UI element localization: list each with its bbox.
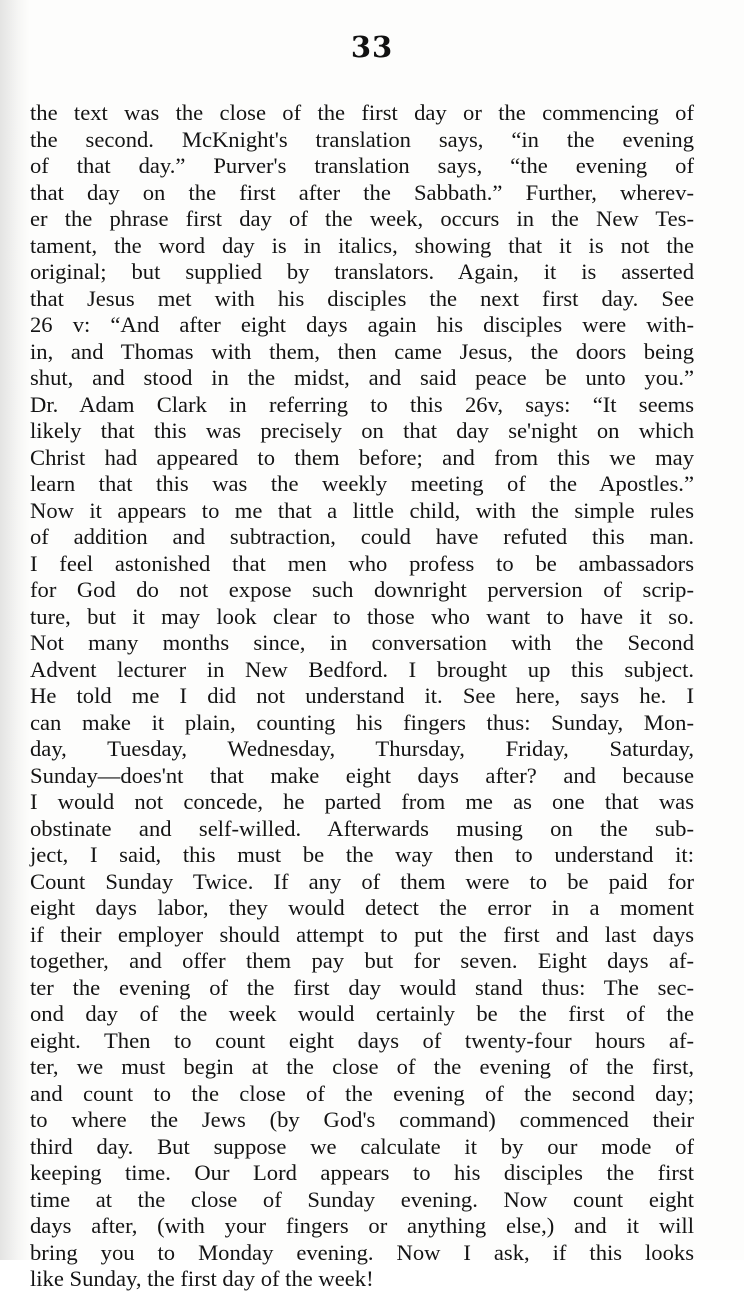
text-line: likely that this was precisely on that day se'night on which <box>30 418 694 443</box>
text-line: learn that this was the weekly meeting of the Apostles.” <box>30 471 694 496</box>
text-line: ter the evening of the first day would stand thus: The sec- <box>30 974 694 1000</box>
text-line: can make it plain, counting his fingers thus: Sunday, Mon- <box>30 709 694 735</box>
text-line: Sunday—does'nt that make eight days after? and because <box>30 762 694 788</box>
text-line: Dr. Adam Clark in referring to this 26v, says: “It seems <box>30 391 694 417</box>
page-edge-shadow <box>0 0 30 1260</box>
text-line: eight days labor, they would detect the error in a moment <box>30 895 694 920</box>
text-line: and count to the close of the evening of the second day; <box>30 1080 694 1106</box>
text-line: tament, the word day is in italics, showing that it is not the <box>30 232 694 258</box>
text-line: 26 v: “And after eight days again his disciples were with- <box>30 312 694 337</box>
text-line: of addition and subtraction, could have refuted this man. <box>30 524 694 549</box>
text-line: He told me I did not understand it. See here, says he. I <box>30 683 694 708</box>
text-line: keeping time. Our Lord appears to his disciples the first <box>30 1160 694 1185</box>
text-line: day, Tuesday, Wednesday, Thursday, Friday, Saturday, <box>30 736 694 761</box>
text-line: original; but supplied by translators. Again, it is asserted <box>30 259 694 284</box>
text-line: Advent lecturer in New Bedford. I brought up this subject. <box>30 656 694 682</box>
text-line: er the phrase first day of the week, occurs in the New Tes- <box>30 206 694 231</box>
text-line: obstinate and self-willed. Afterwards musing on the sub- <box>30 815 694 841</box>
text-line: ture, but it may look clear to those who want to have it so. <box>30 603 694 629</box>
page-number: 33 <box>350 30 394 64</box>
text-line: days after, (with your fingers or anything else,) and it will <box>30 1213 694 1238</box>
text-line: Count Sunday Twice. If any of them were to be paid for <box>30 868 694 894</box>
text-line-last: like Sunday, the first day of the week! <box>30 1266 374 1291</box>
text-line: third day. But suppose we calculate it by our mode of <box>30 1133 694 1159</box>
text-line: Not many months since, in conversation with the Second <box>30 630 694 655</box>
text-line: together, and offer them pay but for seven. Eight days af- <box>30 948 694 973</box>
text-line: eight. Then to count eight days of twenty-four hours af- <box>30 1027 694 1053</box>
text-line: ject, I said, this must be the way then to understand it: <box>30 842 694 867</box>
text-line: of that day.” Purver's translation says, “the evening of <box>30 153 694 178</box>
text-line: the text was the close of the first day or the commencing of <box>30 100 694 125</box>
text-line: Now it appears to me that a little child, with the simple rules <box>30 497 694 523</box>
text-line: to where the Jews (by God's command) commenced their <box>30 1107 694 1132</box>
text-line: that Jesus met with his disciples the next first day. See <box>30 285 694 311</box>
text-line: ter, we must begin at the close of the evening of the first, <box>30 1054 694 1079</box>
text-line: that day on the first after the Sabbath.” Further, wherev- <box>30 179 694 205</box>
text-line: for God do not expose such downright perversion of scrip- <box>30 577 694 602</box>
text-line: bring you to Monday evening. Now I ask, if this looks <box>30 1239 694 1265</box>
text-line: I feel astonished that men who profess to be ambassadors <box>30 550 694 576</box>
text-line: ond day of the week would certainly be the first of the <box>30 1001 694 1026</box>
text-line: shut, and stood in the midst, and said peace be unto you.” <box>30 365 694 390</box>
text-line: I would not concede, he parted from me as one that was <box>30 789 694 814</box>
text-line: if their employer should attempt to put the first and last days <box>30 921 694 947</box>
text-line: in, and Thomas with them, then came Jesus, the doors being <box>30 338 694 364</box>
text-line: Christ had appeared to them before; and from this we may <box>30 444 694 470</box>
text-line: the second. McKnight's translation says, “in the evening <box>30 126 694 152</box>
text-line: time at the close of Sunday evening. Now count eight <box>30 1186 694 1212</box>
body-text <box>30 100 694 1293</box>
